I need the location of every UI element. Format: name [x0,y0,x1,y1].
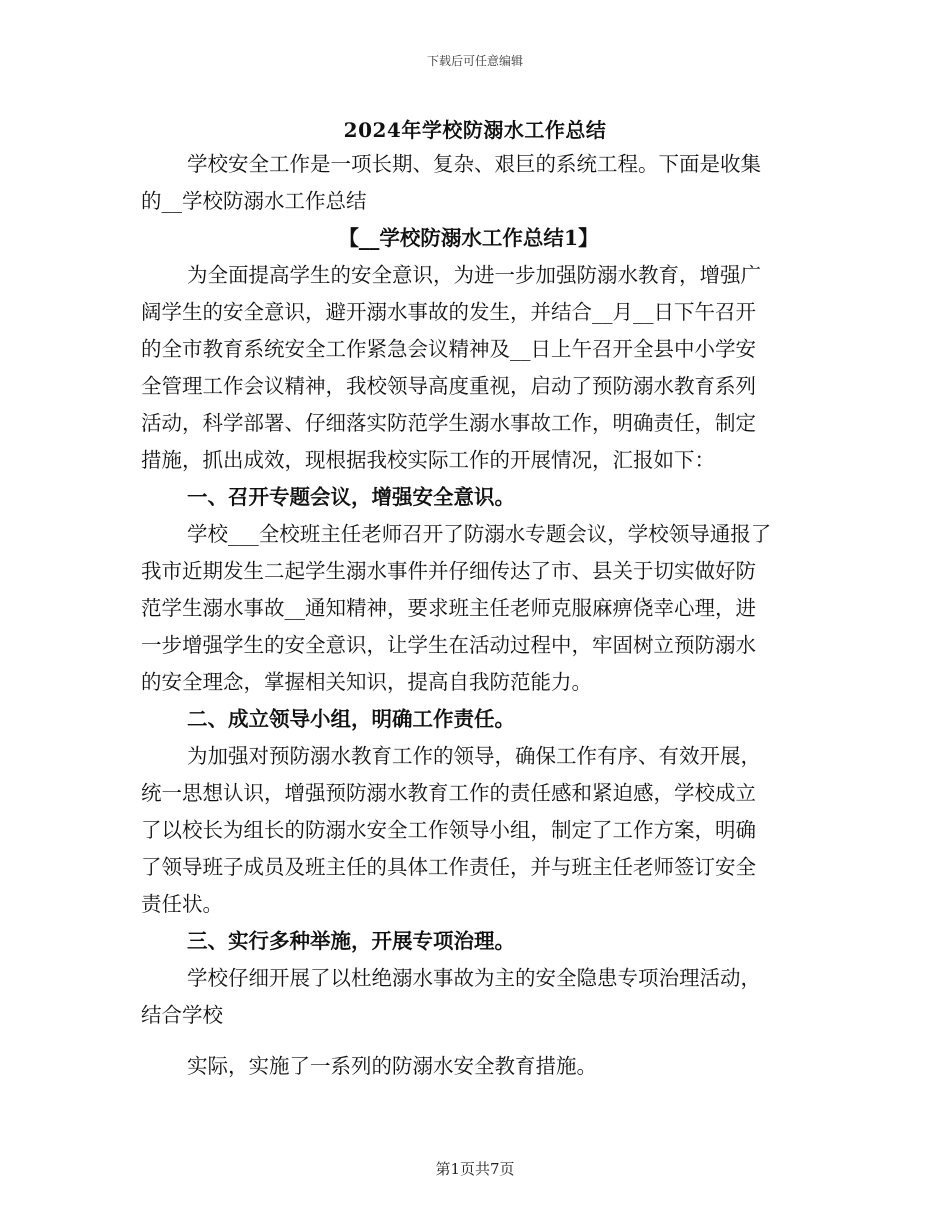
paragraph-line: 为全面提高学生的安全意识，为进一步加强防溺水教育，增强广 [187,263,761,287]
paragraph-line: 了领导班子成员及班主任的具体工作责任，并与班主任老师签订安全 [141,855,756,879]
paragraph-line: 为加强对预防溺水教育工作的领导，确保工作有序、有效开展， [187,744,761,768]
paragraph-line: 学校仔细开展了以杜绝溺水事故为主的安全隐患专项治理活动， [187,966,761,990]
section-heading: 二、成立领导小组，明确工作责任。 [187,707,515,731]
paragraph-line: 的安全理念，掌握相关知识，提高自我防范能力。 [141,670,592,694]
paragraph-line: 措施，抓出成效，现根据我校实际工作的开展情况，汇报如下： [141,448,715,472]
paragraph-line: 全管理工作会议精神，我校领导高度重视，启动了预防溺水教育系列 [141,374,756,398]
paragraph-line: 的全市教育系统安全工作紧急会议精神及__日上午召开全县中小学安 [141,337,756,361]
paragraph-line: 学校___全校班主任老师召开了防溺水专题会议，学校领导通报了 [187,522,772,546]
paragraph-line: 一步增强学生的安全意识，让学生在活动过程中，牢固树立预防溺水 [141,633,756,657]
paragraph-line: 的__学校防溺水工作总结 [141,189,367,213]
paragraph-line: 责任状。 [141,892,223,916]
section-heading: 三、实行多种举施，开展专项治理。 [187,929,515,953]
document-title: 2024年学校防溺水工作总结 [343,118,607,142]
paragraph-line: 范学生溺水事故__通知精神，要求班主任老师克服麻痹侥幸心理，进 [141,596,756,620]
document-body [141,146,796,1085]
paragraph-line: 活动，科学部署、仔细落实防范学生溺水事故工作，明确责任，制定 [141,411,756,435]
paragraph-line: 阔学生的安全意识，避开溺水事故的发生，并结合__月__日下午召开 [141,300,756,324]
paragraph-line: 结合学校 [141,1003,223,1027]
section-heading: 一、召开专题会议，增强安全意识。 [187,485,515,509]
paragraph-line: 实际，实施了一系列的防溺水安全教育措施。 [187,1054,597,1078]
paragraph-line: 统一思想认识，增强预防溺水教育工作的责任感和紧迫感，学校成立 [141,781,756,805]
page-number-footer: 第1页共7页 [435,1160,515,1178]
paragraph-line: 学校安全工作是一项长期、复杂、艰巨的系统工程。下面是收集 [187,152,761,176]
section-title: 【__学校防溺水工作总结1】 [338,226,599,250]
paragraph-line: 我市近期发生二起学生溺水事件并仔细传达了市、县关于切实做好防 [141,559,756,583]
paragraph-line: 了以校长为组长的防溺水安全工作领导小组，制定了工作方案，明确 [141,818,756,842]
header-note: 下载后可任意编辑 [426,54,523,68]
